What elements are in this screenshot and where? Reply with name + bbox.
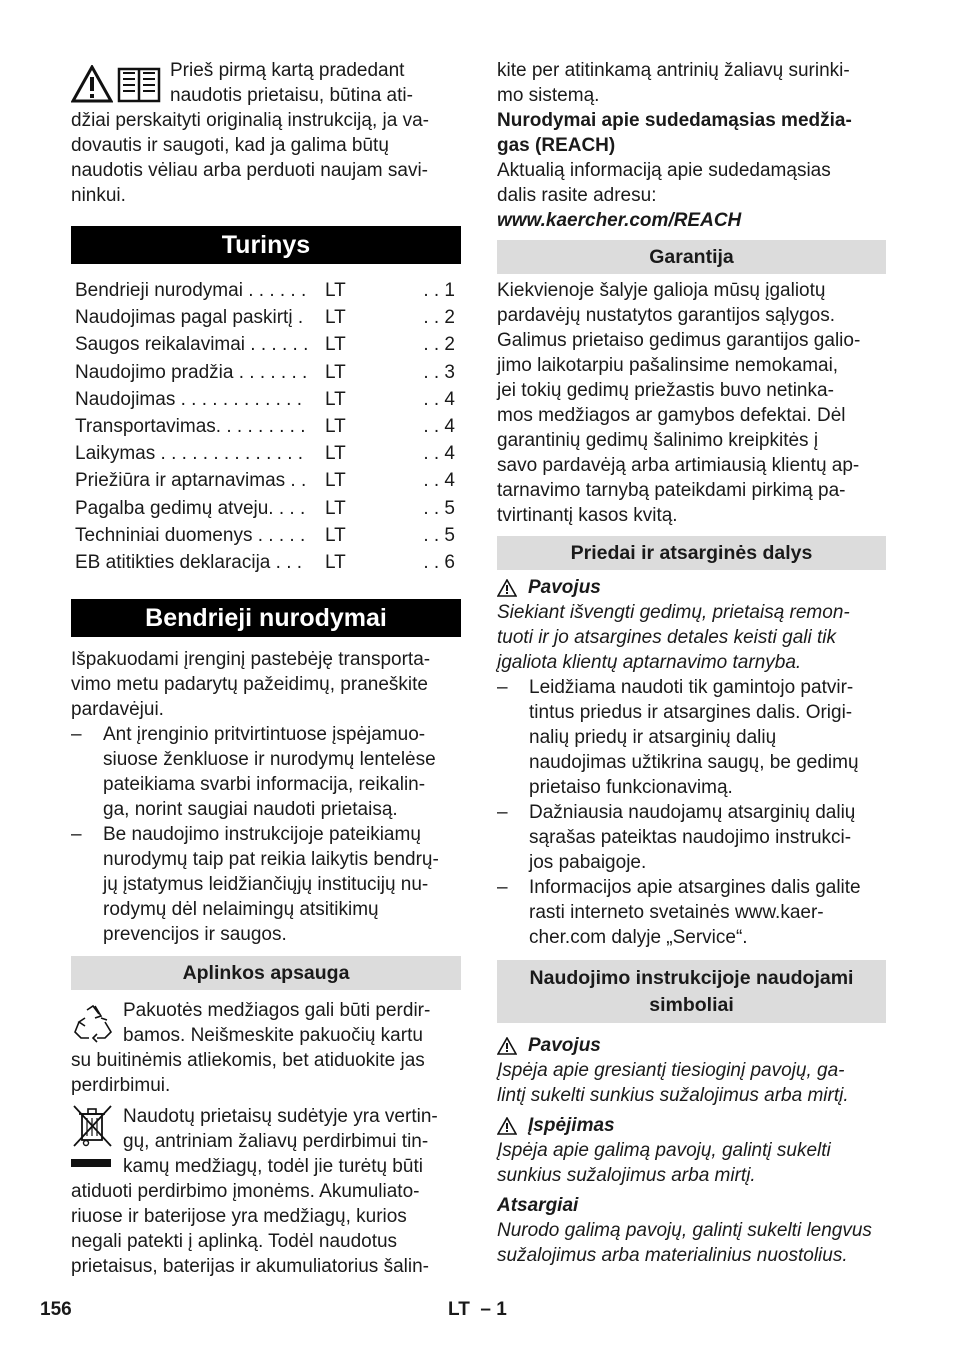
toc-lang: LT	[325, 388, 346, 410]
intro-block	[71, 58, 461, 208]
parts-warning-label: Pavojus	[528, 577, 601, 598]
toc-lang: LT	[325, 524, 346, 546]
env-block-1	[71, 998, 461, 1098]
toc-title: Saugos reikalavimai . . . . . .	[75, 334, 309, 356]
warranty-text	[497, 278, 886, 528]
env-text-line: bamos. Neišmeskite pakuočių kartu	[123, 1025, 423, 1047]
intro-line-2: naudotis prietaisu, būtina ati-	[170, 85, 413, 106]
warning-triangle-icon	[497, 1117, 517, 1135]
warranty-heading: Garantija	[497, 240, 886, 274]
sym2-label: Įspėjimas	[528, 1115, 615, 1136]
env-block-2	[71, 1104, 461, 1279]
env-text-line: Pakuotės medžiagos gali būti perdir-	[123, 1000, 431, 1022]
env-text-line: atiduoti perdirbimo įmonėms. Akumuliato-	[71, 1181, 420, 1203]
warranty-line: Kiekvienoje šalyje galioja mūsų įgaliotų	[497, 280, 826, 301]
bin-bar	[71, 1159, 111, 1167]
warranty-line: savo pardavėją arba artimiausią klientų ap-	[497, 455, 860, 476]
toc-title: EB atitikties deklaracija . . .	[75, 551, 303, 573]
bullet-line: naudojimas užtikrina saugų, be gedimų	[529, 752, 859, 773]
page-number: 156	[40, 1299, 72, 1320]
sym3-text	[497, 1218, 886, 1268]
warranty-line: mos medžiagos ar gamybos defektai. Dėl	[497, 405, 846, 426]
toc-lang: LT	[325, 551, 346, 573]
general-heading: Bendrieji nurodymai	[71, 599, 461, 637]
general-text-line: vimo metu padarytų pažeidimų, praneškite	[71, 674, 428, 696]
warranty-line: garantinių gedimų šalinimo kreipkitės į	[497, 430, 819, 451]
reach-link[interactable]: www.kaercher.com/REACH	[497, 210, 742, 231]
warning-triangle-icon	[71, 65, 113, 103]
bullet-line: rasti interneto svetainės www.kaer-	[529, 902, 824, 923]
bullet-line: – Ant įrenginio pritvirtintuose įspėjamuo-	[103, 724, 426, 746]
toc-heading: Turinys	[71, 226, 461, 264]
toc-lang: LT	[325, 361, 346, 383]
warranty-line: tvirtinantį kasos kvitą.	[497, 505, 678, 526]
intro-line-4: dovautis ir saugoti, kad ja galima būtų	[71, 135, 389, 156]
toc-row[interactable]	[75, 277, 461, 304]
bullet-line: cher.com dalyje „Service“.	[529, 927, 748, 948]
toc-title: Laikymas . . . . . . . . . . . . . .	[75, 443, 304, 465]
toc-row[interactable]	[75, 467, 461, 494]
bullet-line: – Leidžiama naudoti tik gamintojo patvir-	[529, 677, 854, 698]
bullet-line: jos pabaigoje.	[529, 852, 647, 873]
bullet-line: siuose ženkluose ir nurodymų lentelėse	[103, 749, 436, 771]
toc-row[interactable]	[75, 386, 461, 413]
toc-lang: LT	[325, 497, 346, 519]
general-text-line: pardavėjui.	[71, 699, 164, 721]
recycle-icon	[71, 1004, 115, 1044]
sym3-label: Atsargiai	[497, 1195, 579, 1216]
parts-bullet-2	[497, 800, 886, 875]
warning-triangle-icon	[497, 1037, 517, 1055]
env-text-line: negali patekti į aplinką. Todėl naudotus	[71, 1231, 398, 1253]
toc-page: . . 2	[423, 334, 455, 356]
toc-page: . . 6	[423, 551, 455, 573]
env-heading: Aplinkos apsauga	[71, 956, 461, 990]
toc-row[interactable]	[75, 549, 461, 576]
toc-row[interactable]	[75, 495, 461, 522]
warranty-line: Galimus prietaiso gedimus garantijos galio-	[497, 330, 861, 351]
toc-page: . . 4	[423, 470, 455, 492]
toc-title: Naudojimas . . . . . . . . . . . .	[75, 388, 303, 410]
intro-line-1: Prieš pirmą kartą pradedant	[170, 60, 405, 81]
toc-lang: LT	[325, 470, 346, 492]
crossed-bin-icon	[71, 1104, 113, 1148]
warning-line: įgaliota klientų aptarnavimo tarnyba.	[497, 652, 802, 673]
right-column	[497, 58, 886, 1268]
env-text-line: riuose ir baterijose yra medžiagų, kurios	[71, 1206, 407, 1228]
warning-triangle-icon	[497, 579, 517, 597]
parts-bullet-3	[497, 875, 886, 950]
warning-line: tuoti ir jo atsargines detales keisti gali tik	[497, 627, 836, 648]
symbols-heading	[497, 960, 886, 1023]
env-text-line: gų, antriniam žaliavų perdirbimui tin-	[123, 1131, 429, 1153]
toc-row[interactable]	[75, 359, 461, 386]
toc-page: . . 5	[423, 497, 455, 519]
warranty-line: tarnavimo tarnybą pateikdami pirkimą pa-	[497, 480, 846, 501]
sym-line: Nurodo galimą pavojų, galintį sukelti lengvus	[497, 1220, 872, 1241]
sym1-text	[497, 1058, 886, 1108]
toc-page: . . 5	[423, 524, 455, 546]
manual-book-icon	[117, 65, 161, 103]
toc-lang: LT	[325, 307, 346, 329]
symbols-heading-line: Naudojimo instrukcijoje naudojami	[529, 967, 854, 989]
toc-lang: LT	[325, 443, 346, 465]
bullet-line: – Informacijos apie atsargines dalis galite	[529, 877, 861, 898]
toc-title: Transportavimas. . . . . . . . .	[75, 415, 306, 437]
sym-line: Įspėja apie gresiantį tiesioginį pavojų, ga-	[497, 1060, 845, 1081]
cont-text-line: mo sistemą.	[497, 85, 600, 106]
toc-page: . . 2	[423, 307, 455, 329]
sym-line: Įspėja apie galimą pavojų, galintį sukelti	[497, 1140, 831, 1161]
toc-row[interactable]	[75, 304, 461, 331]
toc-lang: LT	[325, 334, 346, 356]
bullet-line: ga, norint saugiai naudoti prietaisą.	[103, 799, 398, 821]
parts-heading: Priedai ir atsarginės dalys	[497, 536, 886, 570]
warranty-line: pardavėjų nustatytos garantijos sąlygos.	[497, 305, 835, 326]
reach-text-line: Aktualią informaciją apie sudedamąsias	[497, 160, 831, 181]
toc-page: . . 4	[423, 443, 455, 465]
crossed-bin-icon-wrap	[71, 1104, 115, 1167]
left-column	[71, 58, 461, 1279]
sym1-head	[497, 1033, 886, 1058]
intro-line-5: naudotis vėliau arba perduoti naujam savi-	[71, 160, 428, 181]
sym1-label: Pavojus	[528, 1035, 601, 1056]
symbols-heading-line: simboliai	[649, 994, 734, 1016]
footer-lang-page: LT – 1	[448, 1299, 507, 1320]
intro-line-6: ninkui.	[71, 185, 126, 206]
env-text-line: kamų medžiagų, todėl jie turėtų būti	[123, 1156, 423, 1178]
general-text-line: Išpakuodami įrenginį pastebėję transporta-	[71, 649, 431, 671]
env-text-line: prietaisus, baterijas ir akumuliatorius šalin-	[71, 1256, 429, 1278]
sym-line: sužalojimus arba materialinius nuostolius.	[497, 1245, 848, 1266]
warranty-line: jimo laikotarpiu pašalinsime nemokamai,	[497, 355, 839, 376]
reach-heading: Nurodymai apie sudedamąsias medžia-	[497, 110, 852, 131]
toc-title: Naudojimas pagal paskirtį .	[75, 307, 304, 329]
toc-page: . . 1	[423, 280, 455, 301]
bullet-line: jų įstatymus leidžiančiųjų institucijų nu-	[103, 874, 429, 896]
intro-line-3: džiai perskaityti originalią instrukciją, ja va-	[71, 110, 429, 131]
parts-warning-text	[497, 600, 886, 675]
bullet-line: nurodymų taip pat reikia laikytis bendrų-	[103, 849, 439, 871]
sym-line: sunkius sužalojimus arba mirtį.	[497, 1165, 756, 1186]
bullet-line: pateikiama svarbi informacija, reikalin-	[103, 774, 426, 796]
sym-line: lintį sukelti sunkius sužalojimus arba mirtį.	[497, 1085, 849, 1106]
intro-icons	[71, 65, 161, 103]
bullet-line: rodymų dėl nelaimingų atsitikimų	[103, 899, 379, 921]
toc-page: . . 4	[423, 388, 455, 410]
env-text-line: su buitinėmis atliekomis, bet atiduokite jas	[71, 1050, 425, 1072]
toc-title: Naudojimo pradžia . . . . . . .	[75, 361, 308, 383]
toc-page: . . 4	[423, 415, 455, 437]
parts-warning-head	[497, 575, 886, 600]
toc-row[interactable]	[75, 331, 461, 358]
general-bullet-2	[71, 822, 461, 947]
toc-lang: LT	[325, 280, 346, 301]
env-text-line: Naudotų prietaisų sudėtyje yra vertin-	[123, 1106, 438, 1128]
warranty-line: jei tokių gedimų priežastis buvo netinka-	[497, 380, 834, 401]
toc-lang: LT	[325, 415, 346, 437]
bullet-line: sąrašas pateiktas naudojimo instrukci-	[529, 827, 852, 848]
sym2-text	[497, 1138, 886, 1188]
parts-bullet-1	[497, 675, 886, 800]
cont-text-line: kite per atitinkamą antrinių žaliavų surinki-	[497, 60, 850, 81]
reach-text-line: dalis rasite adresu:	[497, 185, 657, 206]
bullet-line: – Be naudojimo instrukcijoje pateikiamų	[103, 824, 421, 846]
env-text-line: perdirbimui.	[71, 1075, 171, 1097]
toc-title: Pagalba gedimų atveju. . . .	[75, 497, 306, 519]
bullet-line: tintus priedus ir atsargines dalis. Origi-	[529, 702, 853, 723]
warning-line: Siekiant išvengti gedimų, prietaisą remon-	[497, 602, 850, 623]
toc-page: . . 3	[423, 361, 455, 383]
toc-title: Priežiūra ir aptarnavimas . .	[75, 470, 307, 492]
toc-row[interactable]	[75, 440, 461, 467]
bullet-line: nalių priedų ir atsarginių dalių	[529, 727, 777, 748]
toc-row[interactable]	[75, 522, 461, 549]
sym2-head	[497, 1113, 886, 1138]
bullet-line: prevencijos ir saugos.	[103, 924, 287, 946]
toc-title: Techniniai duomenys . . . . .	[75, 524, 306, 546]
toc-row[interactable]	[75, 413, 461, 440]
table-of-contents	[75, 277, 461, 576]
reach-heading: gas (REACH)	[497, 135, 616, 156]
bullet-line: – Dažniausia naudojamų atsarginių dalių	[529, 802, 856, 823]
bullet-line: prietaiso funkcionavimą.	[529, 777, 733, 798]
general-text	[71, 647, 461, 722]
toc-title: Bendrieji nurodymai . . . . . .	[75, 280, 307, 301]
general-bullet-1	[71, 722, 461, 822]
